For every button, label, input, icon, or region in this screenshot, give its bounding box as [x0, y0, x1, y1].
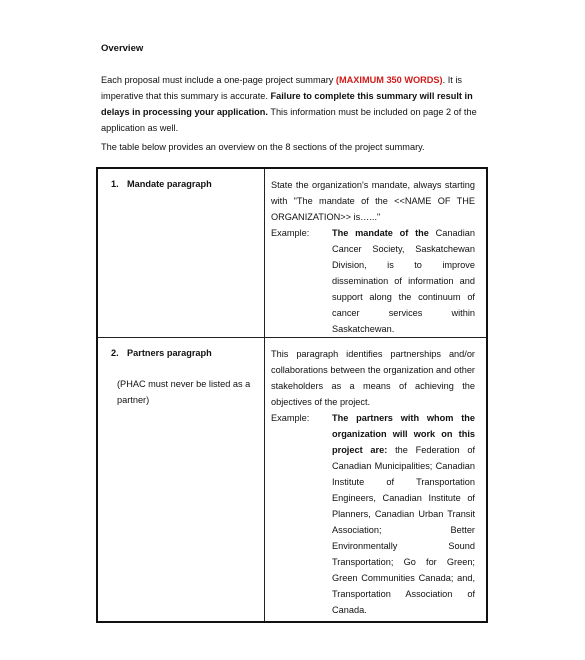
- intro-paragraph: [101, 72, 481, 136]
- section-title: [111, 348, 260, 358]
- example-block: [271, 225, 475, 337]
- section-name: Partners paragraph: [127, 348, 212, 358]
- section-note: (PHAC must never be listed as a partner): [117, 379, 251, 405]
- description-cell: [265, 168, 488, 338]
- example-bold-text: The partners with whom the organization will work on this project are:: [332, 413, 475, 455]
- example-text: [332, 225, 475, 337]
- example-label: Example:: [271, 228, 310, 238]
- example-body-text: Canadian Cancer Society, Saskatchewan Division, is to improve dissemination of information and support along the continuum of cancer services within Saskatchewan.: [332, 228, 475, 334]
- example-bold-text: The mandate of the: [332, 228, 429, 238]
- section-number: 1.: [111, 179, 119, 189]
- section-cell: [97, 168, 265, 338]
- table-row: [97, 338, 487, 623]
- table-intro-text: The table below provides an overview on the 8 sections of the project summary.: [101, 142, 425, 152]
- section-cell: [97, 338, 265, 623]
- failure-warning: Failure to complete this summary will result in delays in processing your application.: [101, 91, 473, 117]
- example-block: [271, 410, 475, 618]
- section-description: State the organization's mandate, always starting with "The mandate of the <<NAME OF THE ORGANIZATION>> is…...": [271, 180, 475, 222]
- intro-text-3: This information must be included on page 2 of the application as well.: [101, 107, 477, 133]
- example-label: Example:: [271, 413, 310, 423]
- max-words-notice: (MAXIMUM 350 WORDS): [335, 75, 443, 85]
- table-row: [97, 168, 487, 338]
- section-heading: Overview: [101, 43, 144, 54]
- project-summary-table: [96, 167, 488, 623]
- example-body-text: the Federation of Canadian Municipalities; Canadian Institute of Transportation Engineers, Canadian Institute of Planners, Canadian Urban Transit Association; Better Environmentally Sound Transportation; Go for Green; Green Communities Canada; and, Transportation Association of Canada.: [332, 445, 475, 615]
- intro-text-1: Each proposal must include a one-page project summary: [101, 75, 336, 85]
- intro-text-2: . It is imperative that this summary is accurate.: [101, 75, 463, 101]
- section-name: Mandate paragraph: [127, 179, 212, 189]
- description-cell: [265, 338, 488, 623]
- section-title: [111, 179, 260, 189]
- section-number: 2.: [111, 348, 119, 358]
- example-text: [332, 410, 475, 618]
- section-description: This paragraph identifies partnerships and/or collaborations between the organization and other stakeholders as a means of achieving the objectives of the project.: [271, 349, 475, 407]
